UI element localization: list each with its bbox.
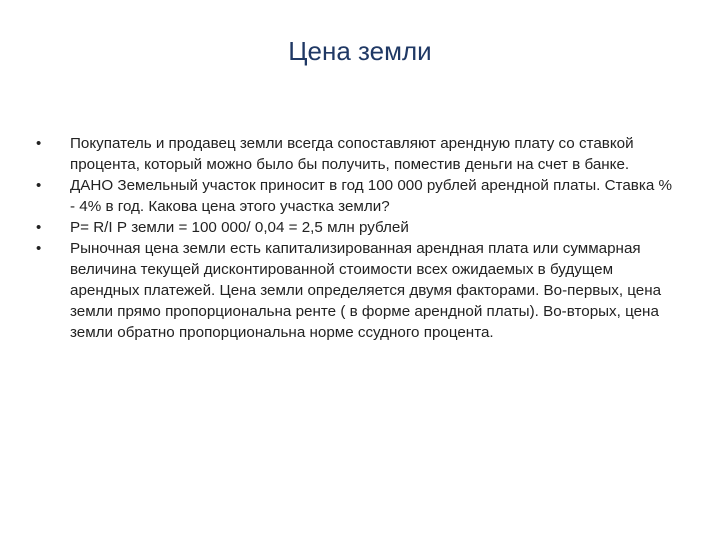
bullet-marker: • <box>36 219 42 236</box>
bullet-marker: • <box>36 135 42 152</box>
bullet-item <box>36 238 676 343</box>
bullet-marker: • <box>36 177 42 194</box>
bullet-item <box>36 217 676 238</box>
bullet-text: Покупатель и продавец земли всегда сопоставляют арендную плату со ставкой процента, который можно было бы получить, поместив деньги на счет в банке. <box>70 135 634 173</box>
bullet-text: Рыночная цена земли есть капитализированная арендная плата или суммарная величина текущей дисконтированной стоимости всех ожидаемых в будущем арендных платежей. Цена земли определяется двумя факторами. Во-первых, цена земли прямо пропорциональна ренте ( в форме арендной платы). Во-вторых, цена земли обратно пропорциональна норме ссудного процента. <box>70 240 662 341</box>
bullet-text: Р= R/I Р земли = 100 000/ 0,04 = 2,5 млн рублей <box>70 219 409 236</box>
slide-title: Цена земли <box>288 36 432 66</box>
bullet-item <box>36 175 676 217</box>
bullet-marker: • <box>36 240 42 257</box>
bullet-item <box>36 133 676 175</box>
bullet-text: ДАНО Земельный участок приносит в год 100 000 рублей арендной платы. Ставка % - 4% в год. Какова цена этого участка земли? <box>70 177 673 215</box>
bullet-list <box>36 133 676 343</box>
